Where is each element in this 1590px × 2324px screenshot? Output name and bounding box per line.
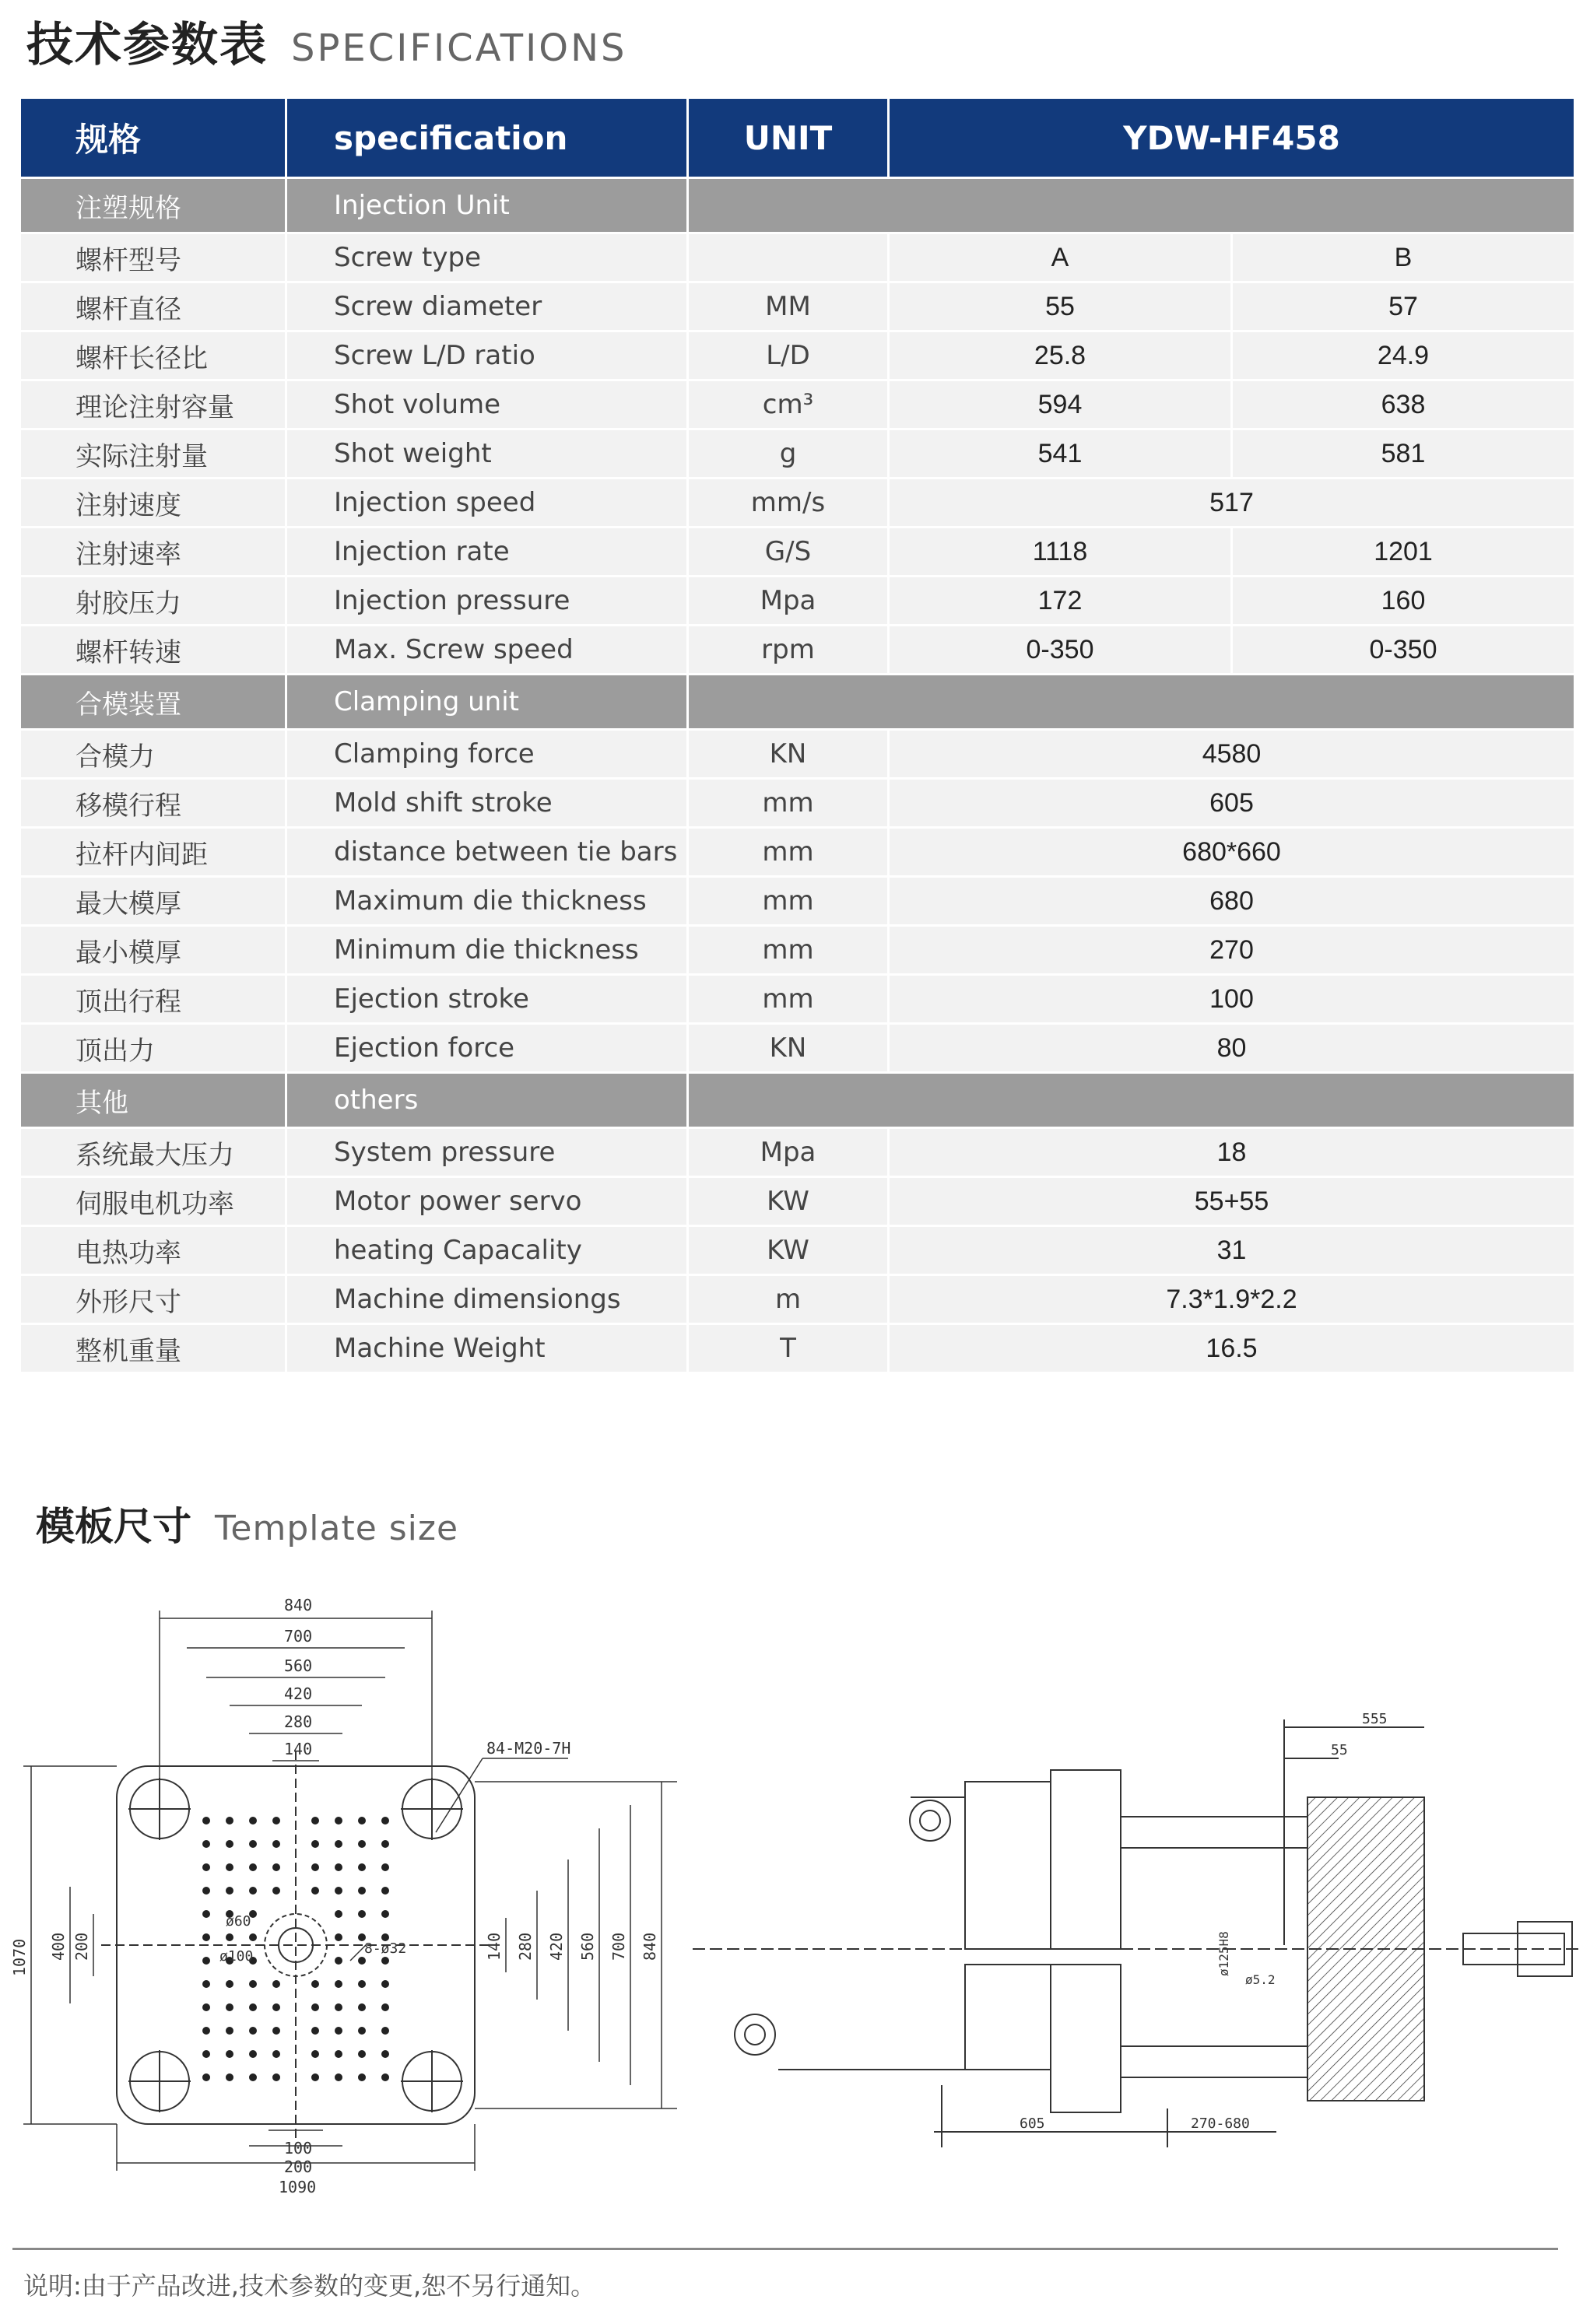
cell-unit: L/D bbox=[688, 331, 889, 380]
mounting-hole-dot bbox=[202, 1817, 210, 1824]
mounting-hole-dot bbox=[249, 2003, 257, 2011]
dim-right-840: 840 bbox=[641, 1932, 659, 1961]
mounting-hole-dot bbox=[249, 2027, 257, 2035]
table-row bbox=[20, 926, 1575, 975]
mounting-hole-dot bbox=[311, 2027, 319, 2035]
mounting-hole-dot bbox=[335, 2027, 342, 2035]
cell-value: 270 bbox=[889, 926, 1575, 975]
mounting-hole-dot bbox=[226, 1817, 233, 1824]
mounting-hole-dot bbox=[358, 1863, 366, 1871]
mounting-hole-dot bbox=[249, 1980, 257, 1988]
cell-en: Machine dimensiongs bbox=[286, 1275, 688, 1324]
cell-en: heating Capacality bbox=[286, 1226, 688, 1275]
cell-en: Ejection force bbox=[286, 1024, 688, 1073]
table-row bbox=[20, 975, 1575, 1024]
mounting-hole-dot bbox=[202, 2073, 210, 2081]
col-header-zh: 规格 bbox=[20, 98, 286, 178]
cell-unit bbox=[688, 233, 889, 282]
side-dim-605: 605 bbox=[1020, 2115, 1045, 2132]
cell-en: Screw diameter bbox=[286, 282, 688, 331]
cell-zh: 理论注射容量 bbox=[20, 380, 286, 429]
platen-front-view bbox=[101, 1751, 490, 2140]
cell-unit: cm³ bbox=[688, 380, 889, 429]
dim-right-280: 280 bbox=[516, 1932, 535, 1961]
cell-unit: m bbox=[688, 1275, 889, 1324]
template-header bbox=[36, 1495, 458, 1551]
cell-value-a: 55 bbox=[889, 282, 1232, 331]
cell-zh: 顶出行程 bbox=[20, 975, 286, 1024]
cell-value-a: 594 bbox=[889, 380, 1232, 429]
cell-unit: mm bbox=[688, 975, 889, 1024]
template-drawing bbox=[0, 1572, 1590, 2241]
cell-unit: KW bbox=[688, 1177, 889, 1226]
mounting-hole-dot bbox=[358, 1910, 366, 1918]
dim-right-560: 560 bbox=[578, 1932, 597, 1961]
footer-divider bbox=[12, 2248, 1558, 2250]
cell-value-b: 1201 bbox=[1232, 528, 1575, 577]
mounting-hole-dot bbox=[358, 1887, 366, 1895]
cell-zh: 螺杆转速 bbox=[20, 626, 286, 675]
cell-blank bbox=[688, 675, 1575, 730]
cell-value-a: 0-350 bbox=[889, 626, 1232, 675]
mounting-hole-dot bbox=[202, 1980, 210, 1988]
table-row bbox=[20, 233, 1575, 282]
mounting-hole-dot bbox=[272, 2050, 280, 2058]
mounting-hole-dot bbox=[249, 2050, 257, 2058]
cell-value: 31 bbox=[889, 1226, 1575, 1275]
mounting-hole-dot bbox=[311, 2003, 319, 2011]
mounting-hole-dot bbox=[335, 1863, 342, 1871]
table-row bbox=[20, 1177, 1575, 1226]
label-holes: 8-ø32 bbox=[364, 1940, 407, 1957]
mounting-hole-dot bbox=[311, 2073, 319, 2081]
table-row bbox=[20, 877, 1575, 926]
mounting-hole-dot bbox=[202, 2050, 210, 2058]
page-title-zh: 技术参数表 bbox=[26, 18, 268, 72]
cell-value-b: 638 bbox=[1232, 380, 1575, 429]
cell-en: Clamping unit bbox=[286, 675, 688, 730]
cell-unit: Mpa bbox=[688, 577, 889, 626]
mounting-hole-dot bbox=[381, 1910, 389, 1918]
cell-zh: 电热功率 bbox=[20, 1226, 286, 1275]
mounting-hole-dot bbox=[358, 1840, 366, 1848]
table-row bbox=[20, 1226, 1575, 1275]
mounting-hole-dot bbox=[381, 1863, 389, 1871]
cell-en: others bbox=[286, 1073, 688, 1128]
cell-value: 4580 bbox=[889, 730, 1575, 779]
side-label-d125: ø125H8 bbox=[1216, 1931, 1231, 1976]
table-row bbox=[20, 730, 1575, 779]
mounting-hole-dot bbox=[381, 1887, 389, 1895]
mounting-hole-dot bbox=[335, 1980, 342, 1988]
footnote: 说明:由于产品改进,技术参数的变更,恕不另行通知。 bbox=[23, 2271, 596, 2301]
mounting-hole-dot bbox=[335, 2003, 342, 2011]
cell-value: 605 bbox=[889, 779, 1575, 828]
mounting-hole-dot bbox=[381, 1980, 389, 1988]
cell-unit: rpm bbox=[688, 626, 889, 675]
template-title-en: Template size bbox=[215, 1509, 459, 1548]
table-row bbox=[20, 1324, 1575, 1373]
cell-zh: 注射速度 bbox=[20, 478, 286, 528]
mounting-hole-dot bbox=[202, 1863, 210, 1871]
dim-right-700: 700 bbox=[609, 1932, 628, 1961]
cell-blank bbox=[688, 178, 1575, 233]
cell-unit: KW bbox=[688, 1226, 889, 1275]
cell-value-a: 541 bbox=[889, 429, 1232, 478]
table-row bbox=[20, 1275, 1575, 1324]
spec-table-body bbox=[20, 98, 1575, 1373]
mounting-hole-dot bbox=[335, 1910, 342, 1918]
dim-top-840: 840 bbox=[284, 1596, 313, 1614]
cell-value-b: 160 bbox=[1232, 577, 1575, 626]
cell-zh: 螺杆直径 bbox=[20, 282, 286, 331]
mounting-hole-dot bbox=[249, 2073, 257, 2081]
cell-en: Injection speed bbox=[286, 478, 688, 528]
cell-zh: 最大模厚 bbox=[20, 877, 286, 926]
mounting-hole-dot bbox=[272, 2003, 280, 2011]
mounting-hole-dot bbox=[335, 2073, 342, 2081]
dim-top-280: 280 bbox=[284, 1712, 313, 1731]
cell-value: 100 bbox=[889, 975, 1575, 1024]
mounting-hole-dot bbox=[272, 2027, 280, 2035]
cell-unit: mm/s bbox=[688, 478, 889, 528]
dim-top-420: 420 bbox=[284, 1684, 313, 1703]
mounting-hole-dot bbox=[358, 1957, 366, 1965]
mounting-hole-dot bbox=[249, 1933, 257, 1941]
mounting-hole-dot bbox=[226, 1840, 233, 1848]
side-dim-270-680: 270-680 bbox=[1191, 2115, 1250, 2132]
cell-unit: Mpa bbox=[688, 1128, 889, 1177]
cell-zh: 最小模厚 bbox=[20, 926, 286, 975]
cell-value-a: 1118 bbox=[889, 528, 1232, 577]
cell-en: Injection pressure bbox=[286, 577, 688, 626]
table-header-row bbox=[20, 98, 1575, 178]
cell-en: distance between tie bars bbox=[286, 828, 688, 877]
cell-en: Injection Unit bbox=[286, 178, 688, 233]
cell-value-a: A bbox=[889, 233, 1232, 282]
cell-unit: mm bbox=[688, 877, 889, 926]
table-row bbox=[20, 380, 1575, 429]
cell-unit: KN bbox=[688, 730, 889, 779]
cell-value-a: 172 bbox=[889, 577, 1232, 626]
col-header-unit: UNIT bbox=[688, 98, 889, 178]
cell-en: Max. Screw speed bbox=[286, 626, 688, 675]
mounting-hole-dot bbox=[335, 1817, 342, 1824]
cell-value: 517 bbox=[889, 478, 1575, 528]
cell-zh: 实际注射量 bbox=[20, 429, 286, 478]
cell-en: System pressure bbox=[286, 1128, 688, 1177]
cell-value: 7.3*1.9*2.2 bbox=[889, 1275, 1575, 1324]
mounting-hole-dot bbox=[226, 1980, 233, 1988]
label-d60: ø60 bbox=[226, 1913, 251, 1930]
cell-unit: mm bbox=[688, 926, 889, 975]
dim-top-140: 140 bbox=[284, 1740, 313, 1758]
mounting-hole-dot bbox=[381, 1840, 389, 1848]
mounting-hole-dot bbox=[311, 1863, 319, 1871]
mounting-hole-dot bbox=[202, 1933, 210, 1941]
cell-zh: 合模装置 bbox=[20, 675, 286, 730]
table-row bbox=[20, 1128, 1575, 1177]
page-header bbox=[26, 8, 627, 78]
mounting-hole-dot bbox=[335, 2050, 342, 2058]
dim-right-140: 140 bbox=[485, 1932, 504, 1961]
cell-unit: mm bbox=[688, 779, 889, 828]
table-row bbox=[20, 1024, 1575, 1073]
cell-unit: G/S bbox=[688, 528, 889, 577]
mounting-hole-dot bbox=[226, 2003, 233, 2011]
mounting-hole-dot bbox=[358, 2073, 366, 2081]
mounting-hole-dot bbox=[272, 1863, 280, 1871]
mounting-hole-dot bbox=[335, 1933, 342, 1941]
mounting-hole-dot bbox=[202, 1887, 210, 1895]
cell-value-b: B bbox=[1232, 233, 1575, 282]
side-label-d52: ø5.2 bbox=[1245, 1972, 1276, 1987]
cell-zh: 合模力 bbox=[20, 730, 286, 779]
dim-bottom-1090: 1090 bbox=[279, 2178, 317, 2196]
col-header-model: YDW-HF458 bbox=[889, 98, 1575, 178]
mounting-hole-dot bbox=[358, 1980, 366, 1988]
dim-right-420: 420 bbox=[547, 1932, 566, 1961]
cell-zh: 螺杆长径比 bbox=[20, 331, 286, 380]
cell-en: Ejection stroke bbox=[286, 975, 688, 1024]
mounting-hole-dot bbox=[202, 1957, 210, 1965]
section-row bbox=[20, 675, 1575, 730]
mounting-hole-dot bbox=[202, 1910, 210, 1918]
mounting-hole-dot bbox=[311, 1887, 319, 1895]
mounting-hole-dot bbox=[272, 1840, 280, 1848]
mounting-hole-dot bbox=[249, 1863, 257, 1871]
mounting-hole-dot bbox=[226, 2027, 233, 2035]
table-row bbox=[20, 626, 1575, 675]
mounting-hole-dot bbox=[202, 2003, 210, 2011]
mounting-hole-dot bbox=[311, 1840, 319, 1848]
mounting-hole-dot bbox=[249, 1887, 257, 1895]
cell-value: 16.5 bbox=[889, 1324, 1575, 1373]
dim-left-1070: 1070 bbox=[10, 1938, 29, 1976]
side-dim-55: 55 bbox=[1331, 1742, 1348, 1758]
dim-left-200: 200 bbox=[72, 1932, 91, 1961]
cell-unit: g bbox=[688, 429, 889, 478]
cell-zh: 注射速率 bbox=[20, 528, 286, 577]
mounting-hole-dot bbox=[226, 2073, 233, 2081]
cell-blank bbox=[688, 1073, 1575, 1128]
cell-unit: KN bbox=[688, 1024, 889, 1073]
cell-en: Shot weight bbox=[286, 429, 688, 478]
cell-zh: 顶出力 bbox=[20, 1024, 286, 1073]
mounting-hole-dot bbox=[226, 1863, 233, 1871]
cell-value: 18 bbox=[889, 1128, 1575, 1177]
cell-value-b: 581 bbox=[1232, 429, 1575, 478]
mounting-hole-dot bbox=[358, 1817, 366, 1824]
mounting-hole-dot bbox=[311, 1817, 319, 1824]
side-dim-555: 555 bbox=[1362, 1711, 1388, 1727]
dimension-lines-top bbox=[23, 1611, 677, 2171]
cell-en: Injection rate bbox=[286, 528, 688, 577]
table-row bbox=[20, 577, 1575, 626]
mounting-hole-dot bbox=[272, 1817, 280, 1824]
mounting-hole-dot bbox=[335, 1887, 342, 1895]
cell-en: Mold shift stroke bbox=[286, 779, 688, 828]
cell-zh: 螺杆型号 bbox=[20, 233, 286, 282]
cell-zh: 系统最大压力 bbox=[20, 1128, 286, 1177]
table-row bbox=[20, 779, 1575, 828]
mounting-hole-dot bbox=[249, 1840, 257, 1848]
mounting-hole-dot bbox=[358, 2003, 366, 2011]
col-header-en: specification bbox=[286, 98, 688, 178]
mounting-hole-dot bbox=[381, 1817, 389, 1824]
cell-en: Motor power servo bbox=[286, 1177, 688, 1226]
cell-en: Shot volume bbox=[286, 380, 688, 429]
mounting-hole-dot bbox=[381, 2073, 389, 2081]
mounting-hole-dot bbox=[381, 1957, 389, 1965]
cell-zh: 射胶压力 bbox=[20, 577, 286, 626]
mounting-hole-dot bbox=[335, 1840, 342, 1848]
table-row bbox=[20, 528, 1575, 577]
cell-en: Screw type bbox=[286, 233, 688, 282]
cell-zh: 其他 bbox=[20, 1073, 286, 1128]
cell-value-b: 57 bbox=[1232, 282, 1575, 331]
cell-en: Machine Weight bbox=[286, 1324, 688, 1373]
cell-value-b: 24.9 bbox=[1232, 331, 1575, 380]
mounting-hole-dot bbox=[381, 2050, 389, 2058]
cell-value-a: 25.8 bbox=[889, 331, 1232, 380]
mounting-hole-dot bbox=[272, 1887, 280, 1895]
cell-zh: 伺服电机功率 bbox=[20, 1177, 286, 1226]
platen-outline bbox=[117, 1766, 475, 2124]
table-row bbox=[20, 828, 1575, 877]
page-title-en: SPECIFICATIONS bbox=[291, 26, 627, 70]
mounting-hole-dot bbox=[202, 2027, 210, 2035]
cell-value: 55+55 bbox=[889, 1177, 1575, 1226]
cell-value: 680*660 bbox=[889, 828, 1575, 877]
mounting-hole-dot bbox=[311, 1980, 319, 1988]
section-row bbox=[20, 178, 1575, 233]
mounting-hole-dot bbox=[226, 1887, 233, 1895]
dimension-labels bbox=[10, 1596, 659, 2196]
mounting-hole-dot bbox=[226, 2050, 233, 2058]
mounting-hole-dot bbox=[249, 1817, 257, 1824]
cell-en: Maximum die thickness bbox=[286, 877, 688, 926]
cell-zh: 注塑规格 bbox=[20, 178, 286, 233]
table-row bbox=[20, 429, 1575, 478]
table-row bbox=[20, 282, 1575, 331]
cell-en: Clamping force bbox=[286, 730, 688, 779]
table-row bbox=[20, 331, 1575, 380]
mounting-hole-dot bbox=[226, 1933, 233, 1941]
mounting-hole-dot bbox=[311, 2050, 319, 2058]
table-row bbox=[20, 478, 1575, 528]
dim-top-560: 560 bbox=[284, 1656, 313, 1675]
label-d100: ø100 bbox=[219, 1948, 254, 1965]
cell-value: 80 bbox=[889, 1024, 1575, 1073]
cell-zh: 拉杆内间距 bbox=[20, 828, 286, 877]
cell-en: Screw L/D ratio bbox=[286, 331, 688, 380]
mounting-hole-dot bbox=[358, 2027, 366, 2035]
dim-bottom-100: 100 bbox=[284, 2139, 313, 2157]
mounting-hole-dot bbox=[272, 2073, 280, 2081]
thread-label: 84-M20-7H bbox=[486, 1739, 571, 1758]
cell-value-b: 0-350 bbox=[1232, 626, 1575, 675]
cell-unit: T bbox=[688, 1324, 889, 1373]
dim-bottom-200: 200 bbox=[284, 2157, 313, 2176]
cell-zh: 外形尺寸 bbox=[20, 1275, 286, 1324]
cell-unit: MM bbox=[688, 282, 889, 331]
cell-zh: 整机重量 bbox=[20, 1324, 286, 1373]
mounting-hole-dot bbox=[272, 1980, 280, 1988]
cell-zh: 移模行程 bbox=[20, 779, 286, 828]
mounting-hole-dot bbox=[381, 2003, 389, 2011]
cell-unit: mm bbox=[688, 828, 889, 877]
cell-en: Minimum die thickness bbox=[286, 926, 688, 975]
cell-value: 680 bbox=[889, 877, 1575, 926]
dim-top-700: 700 bbox=[284, 1627, 313, 1646]
spec-table bbox=[19, 96, 1576, 1374]
mounting-hole-dot bbox=[358, 2050, 366, 2058]
template-title-zh: 模板尺寸 bbox=[36, 1504, 191, 1549]
section-row bbox=[20, 1073, 1575, 1128]
mounting-hole-dot bbox=[202, 1840, 210, 1848]
mounting-hole-dot bbox=[381, 2027, 389, 2035]
machine-side-view bbox=[693, 1719, 1580, 2147]
mounting-hole-dot bbox=[335, 1957, 342, 1965]
dim-left-400: 400 bbox=[49, 1932, 68, 1961]
